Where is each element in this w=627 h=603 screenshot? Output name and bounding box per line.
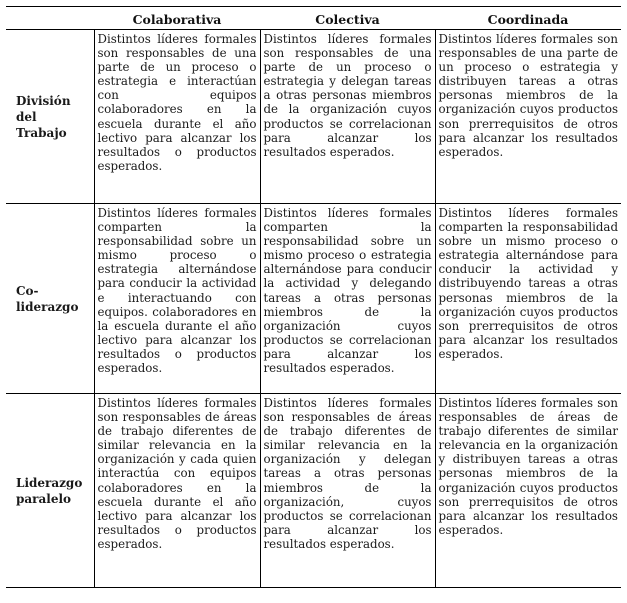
row-label-coliderazgo: Co-liderazgo: [6, 204, 94, 394]
header-empty: [6, 7, 94, 30]
row-label-division: División del Trabajo: [6, 30, 94, 204]
table-cell: Distintos líderes formales comparten la responsabilidad sobre un mismo proceso o estrategia alternándose para conducir la actividad y distribuyendo tareas a otras personas miembros de la organización cuyos productos son prerrequisitos de otros para alcanzar los resultados esperados.: [435, 204, 621, 394]
header-colectiva: Colectiva: [260, 7, 435, 30]
row-label-paralelo: Liderazgo paralelo: [6, 394, 94, 588]
header-colaborativa: Colaborativa: [94, 7, 260, 30]
table-cell: Distintos líderes formales son responsables de una parte de un proceso o estrategia e interactúan con equipos colaboradores en la escuela durante el año lectivo para alcanzar los resultados o productos esperados.: [94, 30, 260, 204]
leadership-table: [6, 6, 621, 588]
header-coordinada: Coordinada: [435, 7, 621, 30]
table-row: [6, 30, 621, 204]
table-cell: Distintos líderes formales comparten la responsabilidad sobre un mismo proceso o estrategia alternándose para conducir la actividad e interactuando con equipos. colaboradores en la escuela durante el año lectivo para alcanzar los resultados o productos esperados.: [94, 204, 260, 394]
table-cell: Distintos líderes formales son responsables de áreas de trabajo diferentes de similar relevancia en la organización y distribuyen tareas a otras personas miembros de la organización cuyos productos son prerrequisitos de otros para alcanzar los resultados esperados.: [435, 394, 621, 588]
table-cell: Distintos líderes formales son responsables de una parte de un proceso o estrategia y distribuyen tareas a otras personas miembros de la organización cuyos productos son prerrequisitos de otros para alcanzar los resultados esperados.: [435, 30, 621, 204]
table-row: [6, 394, 621, 588]
table-row: [6, 204, 621, 394]
table-cell: Distintos líderes formales son responsables de áreas de trabajo diferentes de similar relevancia en la organización y cada quien interactúa con equipos colaboradores en la escuela durante el año lectivo para alcanzar los resultados o productos esperados.: [94, 394, 260, 588]
table-cell: Distintos líderes formales son responsables de áreas de trabajo diferentes de similar relevancia en la organización y delegan tareas a otras personas miembros de la organización, cuyos productos se correlacionan para alcanzar los resultados esperados.: [260, 394, 435, 588]
table-cell: Distintos líderes formales comparten la responsabilidad sobre un mismo proceso o estrategia alternándose para conducir la actividad y delegando tareas a otras personas miembros de la organización cuyos productos se correlacionan para alcanzar los resultados esperados.: [260, 204, 435, 394]
header-row: [6, 7, 621, 30]
table-cell: Distintos líderes formales son responsables de una parte de un proceso o estrategia y delegan tareas a otras personas miembros de la organización cuyos productos se correlacionan para alcanzar los resultados esperados.: [260, 30, 435, 204]
